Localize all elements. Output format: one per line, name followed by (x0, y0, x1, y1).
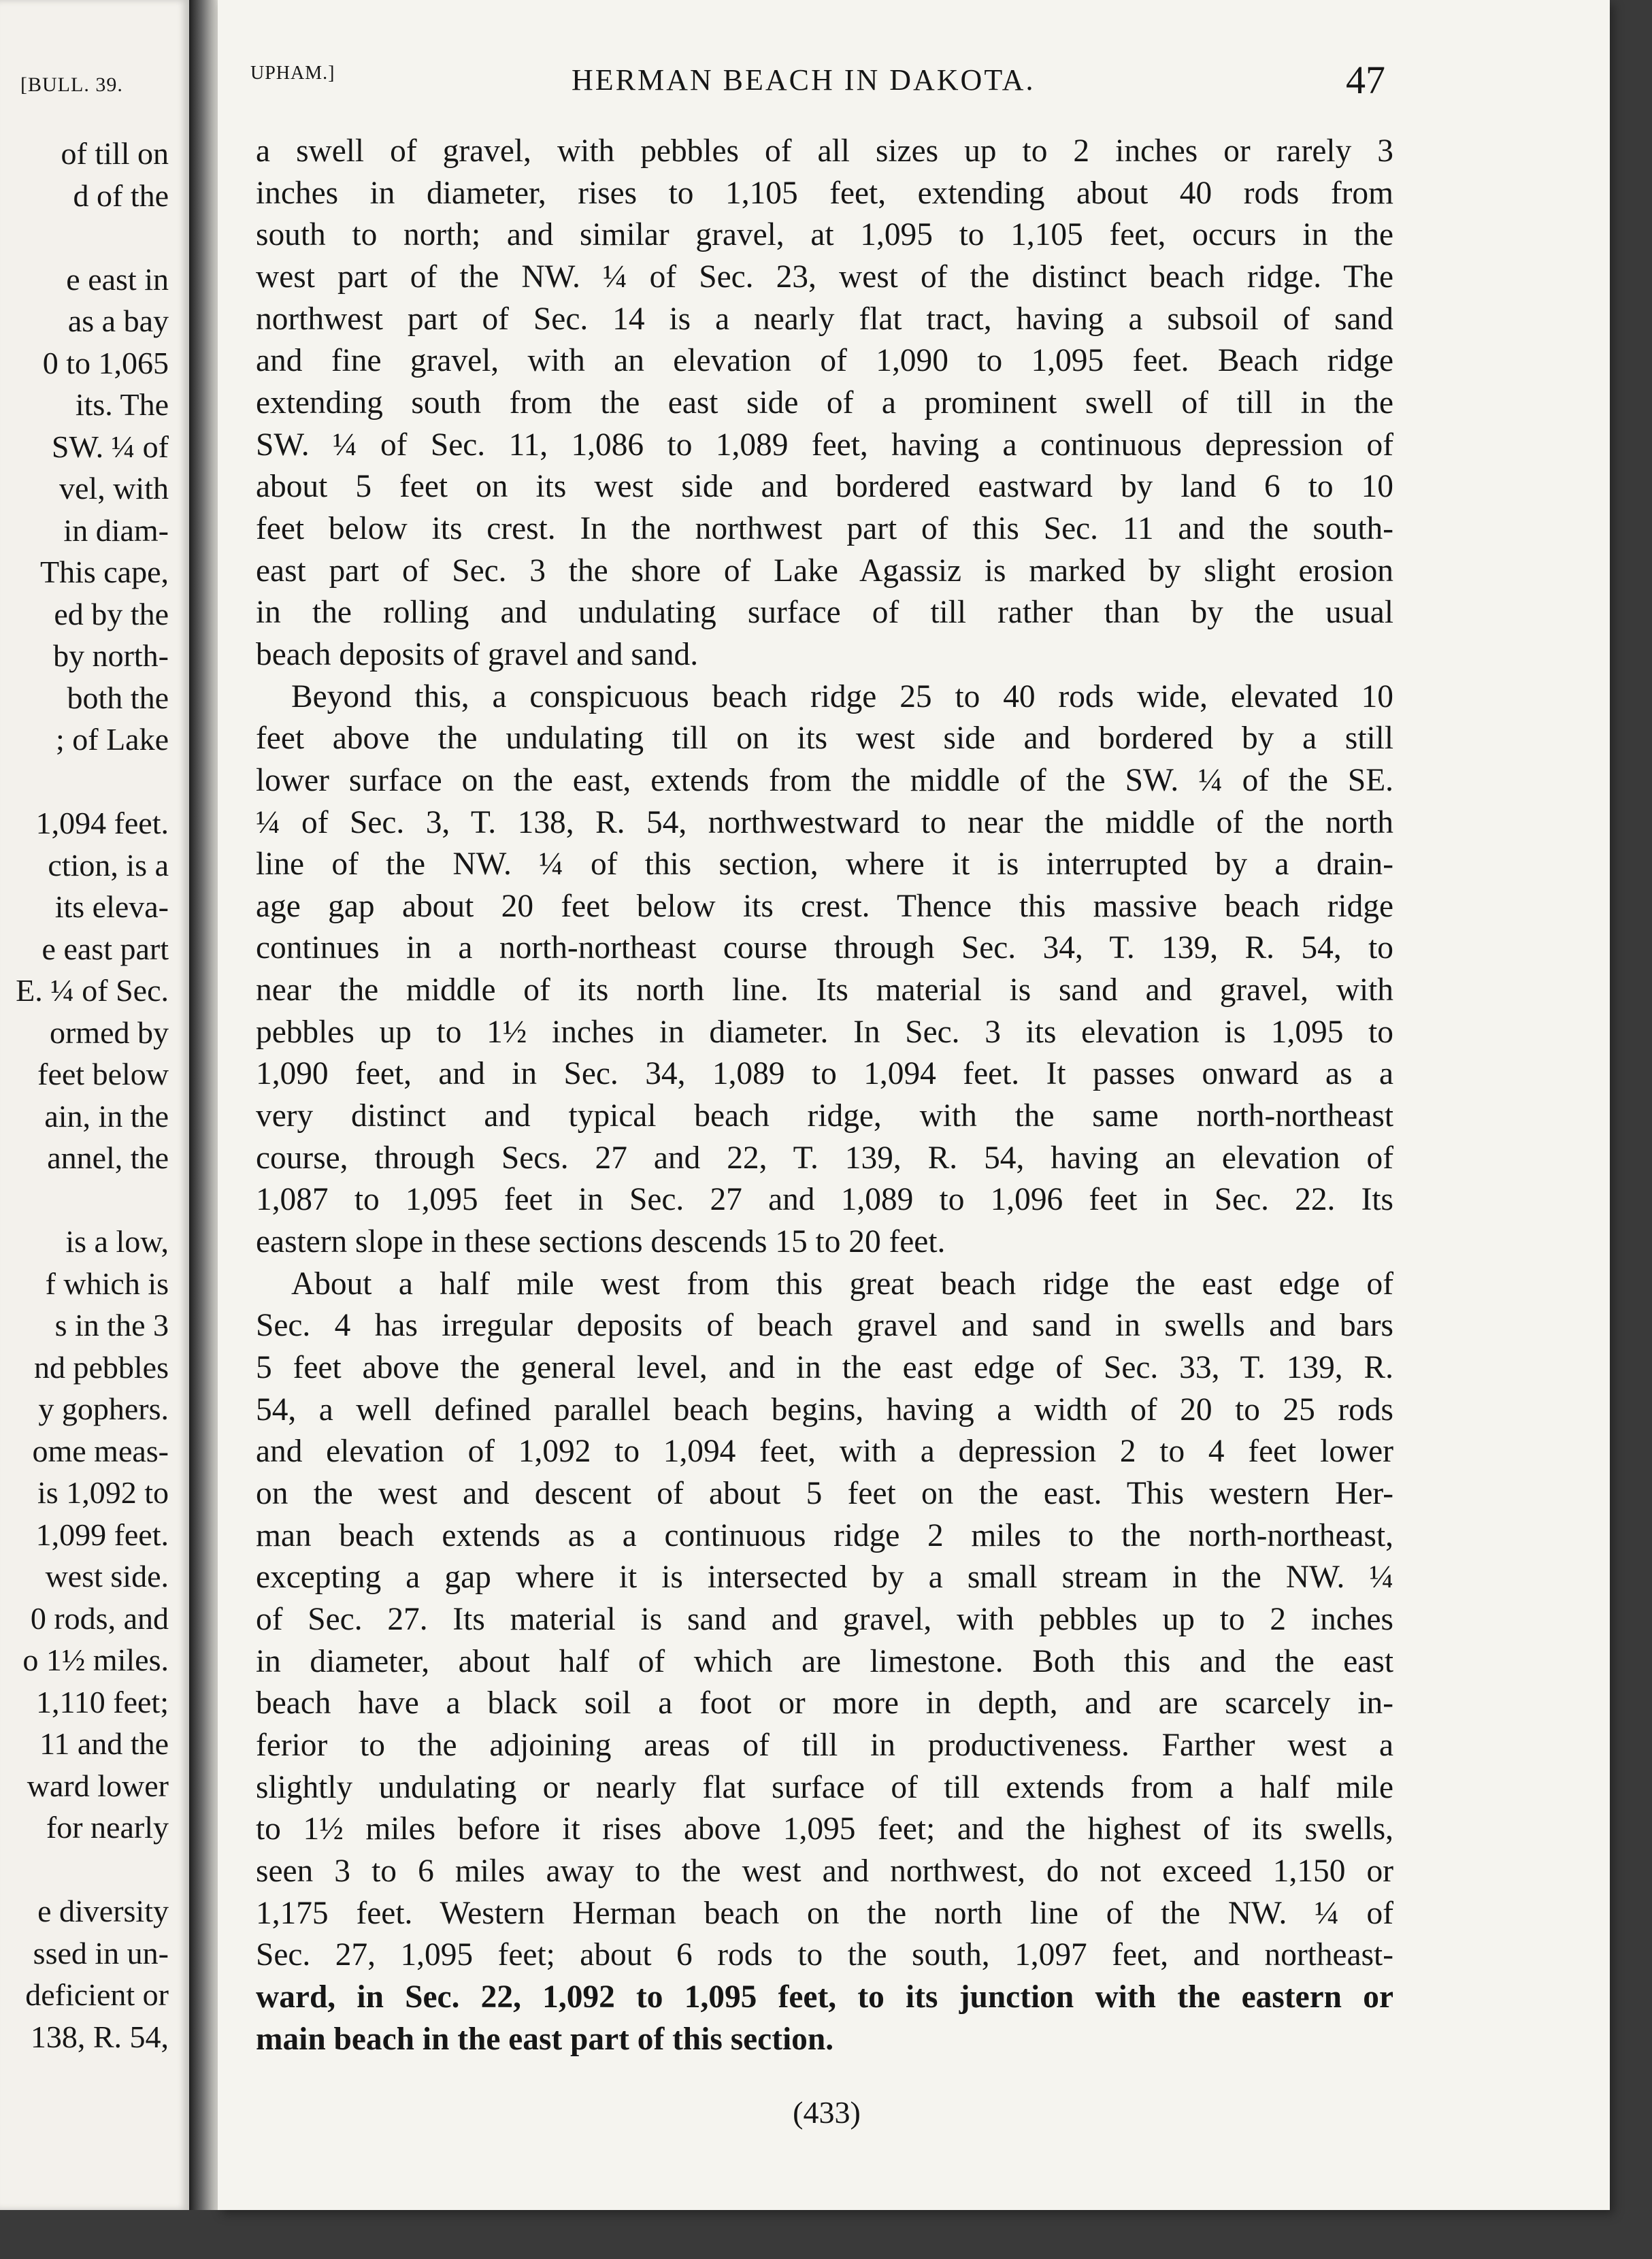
left-page-line: d of the (73, 178, 169, 213)
left-page-line (0, 216, 169, 259)
left-page-line: 138, R. 54, (30, 2019, 169, 2054)
left-page-line: of till on (61, 136, 169, 171)
book-gutter (189, 0, 218, 2210)
left-page-text (0, 133, 169, 2058)
text-line: beach deposits of gravel and sand. (256, 636, 699, 672)
left-page-line: ormed by (49, 1015, 169, 1050)
text-line: about 5 feet on its west side and bordered eastward by land 6 to 10 (256, 469, 1393, 505)
text-line: on the west and descent of about 5 feet on the east. This western Her- (256, 1476, 1393, 1511)
left-page-line: SW. ¼ of (51, 429, 169, 464)
text-line: 1,087 to 1,095 feet in Sec. 27 and 1,089 to 1,096 feet in Sec. 22. Its (256, 1182, 1393, 1218)
text-line: ¼ of Sec. 3, T. 138, R. 54, northwestward to near the middle of the north (256, 804, 1393, 840)
left-page-line: s in the 3 (54, 1308, 169, 1342)
text-line: to 1½ miles before it rises above 1,095 feet; and the highest of its swells, (256, 1811, 1393, 1847)
left-page-line: for nearly (46, 1810, 169, 1845)
left-page-line: ward lower (27, 1768, 169, 1803)
text-line: and elevation of 1,092 to 1,094 feet, with a depression 2 to 4 feet lower (256, 1434, 1393, 1470)
text-line: of Sec. 27. Its material is sand and gravel, with pebbles up to 2 inches (256, 1601, 1393, 1637)
left-page-line: e diversity (37, 1894, 169, 1928)
left-page-line: 1,099 feet. (35, 1517, 169, 1552)
text-line: near the middle of its north line. Its material is sand and gravel, with (256, 972, 1393, 1008)
text-line: in diameter, about half of which are limestone. Both this and the east (256, 1643, 1393, 1679)
left-page-line: 1,110 feet; (35, 1684, 169, 1719)
page-number: 47 (1346, 58, 1385, 102)
text-line: man beach extends as a continuous ridge 2 miles to the north-northeast, (256, 1517, 1393, 1553)
left-page-line: both the (67, 680, 169, 715)
left-page-line: E. ¼ of Sec. (16, 973, 169, 1008)
text-line: eastern slope in these sections descends 15 to 20 feet. (256, 1224, 946, 1260)
text-line: inches in diameter, rises to 1,105 feet, extending about 40 rods from (256, 175, 1393, 211)
text-line: ward, in Sec. 22, 1,092 to 1,095 feet, to its junction with the eastern or (256, 1979, 1393, 2015)
left-page-line: ed by the (54, 596, 169, 631)
left-page-line: its eleva- (54, 889, 169, 924)
text-line: lower surface on the east, extends from the middle of the SW. ¼ of the SE. (256, 762, 1393, 798)
text-line: feet below its crest. In the northwest part of this Sec. 11 and the south- (256, 510, 1393, 546)
left-page-line: e east part (42, 931, 169, 966)
left-page-line: o 1½ miles. (22, 1643, 169, 1677)
text-line: very distinct and typical beach ridge, with the same north-northeast (256, 1098, 1393, 1134)
text-line: feet above the undulating till on its west side and bordered by a still (256, 721, 1393, 757)
text-line: continues in a north-northeast course through Sec. 34, T. 139, R. 54, to (256, 930, 1393, 966)
text-line: SW. ¼ of Sec. 11, 1,086 to 1,089 feet, having a continuous depression of (256, 427, 1393, 463)
left-page-line: ction, is a (48, 847, 169, 883)
text-line: 1,090 feet, and in Sec. 34, 1,089 to 1,094 feet. It passes onward as a (256, 1056, 1393, 1092)
left-page-line: y gophers. (38, 1391, 169, 1426)
left-page-line: ssed in un- (33, 1935, 169, 1971)
text-line: 1,175 feet. Western Herman beach on the north line of the NW. ¼ of (256, 1895, 1393, 1931)
text-line: pebbles up to 1½ inches in diameter. In Sec. 3 its elevation is 1,095 to (256, 1014, 1393, 1050)
left-page-line: e east in (66, 261, 169, 297)
text-line: in the rolling and undulating surface of till rather than by the usual (256, 595, 1393, 631)
left-page-line: in diam- (63, 512, 169, 548)
text-line: east part of Sec. 3 the shore of Lake Agassiz is marked by slight erosion (256, 553, 1393, 589)
text-line: 5 feet above the general level, and in the east edge of Sec. 33, T. 139, R. (256, 1350, 1393, 1386)
text-line: slightly undulating or nearly flat surface of till extends from a half mile (256, 1769, 1393, 1805)
left-page-line: This cape, (39, 555, 169, 589)
text-line: line of the NW. ¼ of this section, where it is interrupted by a drain- (256, 846, 1393, 883)
left-page-line: f which is (45, 1266, 169, 1301)
left-page-line: ome meas- (32, 1433, 169, 1468)
running-head-title: HERMAN BEACH IN DAKOTA. (572, 63, 1036, 97)
text-line: excepting a gap where it is intersected by a small stream in the NW. ¼ (256, 1560, 1393, 1596)
page-footer-number: (433) (793, 2095, 861, 2130)
left-page-line: by north- (53, 638, 169, 673)
text-line: main beach in the east part of this section. (256, 2021, 834, 2057)
text-line: west part of the NW. ¼ of Sec. 23, west of the distinct beach ridge. The (256, 259, 1393, 295)
right-page (218, 0, 1610, 2210)
left-page-line: 0 to 1,065 (42, 345, 169, 380)
left-page-header: [BULL. 39. (20, 73, 123, 96)
running-head-author: UPHAM.] (250, 63, 335, 84)
text-line: age gap about 20 feet below its crest. Thence this massive beach ridge (256, 888, 1393, 924)
text-line: Sec. 27, 1,095 feet; about 6 rods to the south, 1,097 feet, and northeast- (256, 1937, 1393, 1973)
text-line: Beyond this, a conspicuous beach ridge 25 to 40 rods wide, elevated 10 (291, 678, 1393, 714)
text-line: and fine gravel, with an elevation of 1,090 to 1,095 feet. Beach ridge (256, 343, 1393, 379)
body-text (256, 131, 1393, 2060)
left-page-line (0, 1849, 169, 1891)
left-page-line: ; of Lake (55, 722, 169, 757)
left-page-line: deficient or (25, 1977, 169, 2012)
text-line: beach have a black soil a foot or more in depth, and are scarcely in- (256, 1685, 1393, 1721)
left-page-line: 0 rods, and (30, 1600, 169, 1636)
left-page-line: 11 and the (39, 1726, 169, 1761)
text-line: northwest part of Sec. 14 is a nearly flat tract, having a subsoil of sand (256, 301, 1393, 337)
text-line: 54, a well defined parallel beach begins, having a width of 20 to 25 rods (256, 1391, 1393, 1428)
text-line: course, through Secs. 27 and 22, T. 139, R. 54, having an elevation of (256, 1140, 1393, 1176)
text-line: Sec. 4 has irregular deposits of beach gravel and sand in swells and bars (256, 1308, 1393, 1344)
text-line: extending south from the east side of a prominent swell of till in the (256, 384, 1393, 421)
left-page-line: as a bay (67, 303, 169, 338)
left-page-line: is 1,092 to (37, 1475, 169, 1510)
left-page-line: is a low, (65, 1224, 169, 1259)
text-line: south to north; and similar gravel, at 1,095 to 1,105 feet, occurs in the (256, 217, 1393, 253)
left-page (0, 0, 189, 2210)
text-line: a swell of gravel, with pebbles of all sizes up to 2 inches or rarely 3 (256, 133, 1393, 169)
text-line: ferior to the adjoining areas of till in productiveness. Farther west a (256, 1727, 1393, 1763)
left-page-line: vel, with (59, 471, 169, 506)
text-line: About a half mile west from this great beach ridge the east edge of (291, 1266, 1393, 1302)
left-page-line: 1,094 feet. (35, 806, 169, 840)
left-page-line: annel, the (47, 1140, 169, 1175)
left-page-line: ain, in the (44, 1098, 169, 1134)
left-page-line: west side. (45, 1559, 169, 1594)
left-page-line (0, 761, 169, 803)
text-line: seen 3 to 6 miles away to the west and northwest, do not exceed 1,150 or (256, 1853, 1393, 1889)
left-page-line: its. The (75, 387, 169, 422)
left-page-line (0, 1179, 169, 1221)
left-page-line: feet below (37, 1057, 169, 1091)
left-page-line: nd pebbles (33, 1349, 169, 1385)
